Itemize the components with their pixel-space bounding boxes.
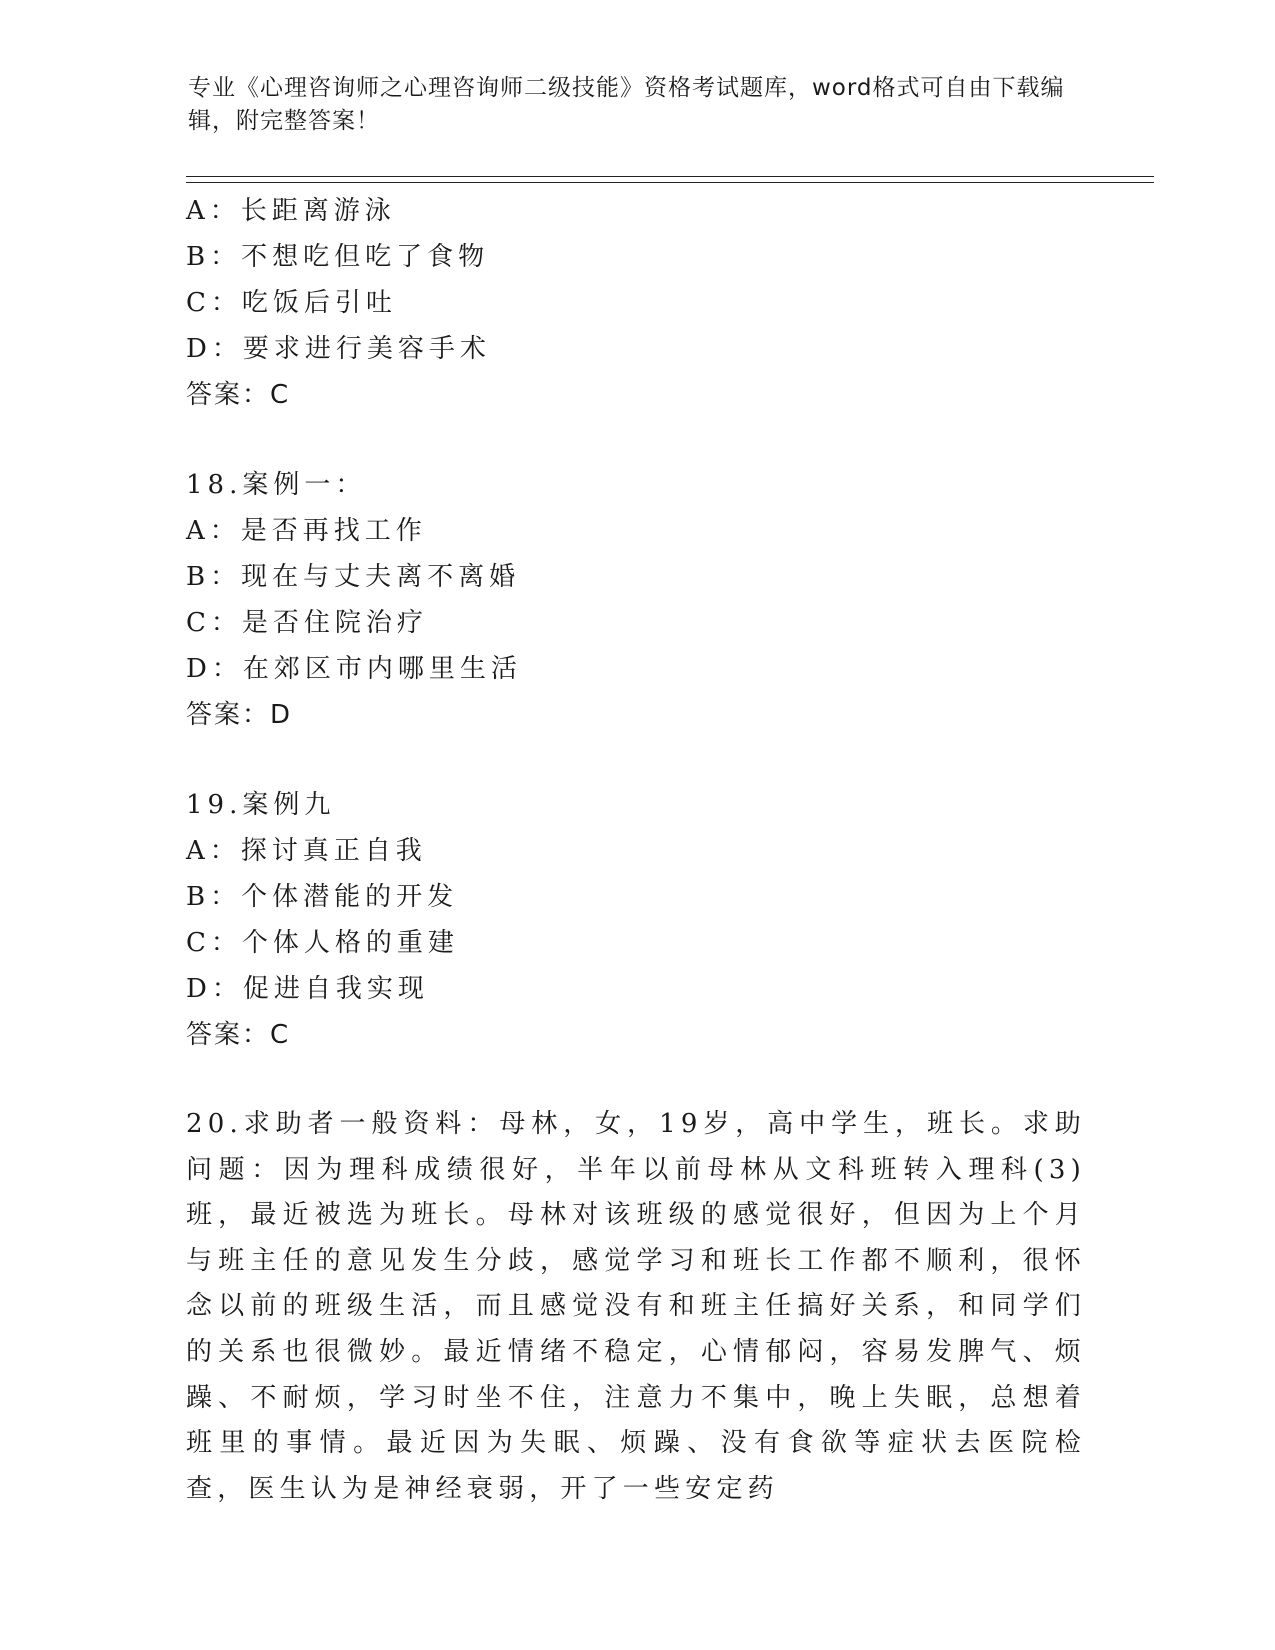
option-d: D：要求进行美容手术	[186, 334, 491, 364]
page-header: 专业《心理咨询师之心理咨询师二级技能》资格考试题库，word格式可自由下载编辑，附完整答案！	[188, 75, 1065, 134]
option-d: D：促进自我实现	[186, 974, 429, 1004]
question-stem: 18.案例一：	[186, 470, 367, 500]
option-a: A：探讨真正自我	[186, 836, 427, 866]
answer-line: 答案：D	[186, 700, 293, 730]
block-spacer	[186, 418, 1086, 462]
question-20-paragraph: 20.求助者一般资料：母林，女，19岁，高中学生，班长。求助问题：因为理科成绩很好，半年以前母林从文科班转入理科(3)班，最近被选为班长。母林对该班级的感觉很好，但因为上个月与班主任的意见发生分歧，感觉学习和班长工作都不顺利，很怀念以前的班级生活，而且感觉没有和班主任搞好关系，和同学们的关系也很微妙。最近情绪不稳定，心情郁闷，容易发脾气、烦躁、不耐烦，学习时坐不住，注意力不集中，晚上失眠，总想着班里的事情。最近因为失眠、烦躁、没有食欲等症状去医院检查，医生认为是神经衰弱，开了一些安定药	[186, 1109, 1086, 1504]
question-block-17	[186, 188, 1086, 418]
block-spacer	[186, 1058, 1086, 1102]
option-b: B：不想吃但吃了食物	[186, 242, 490, 272]
option-c: C：吃饭后引吐	[186, 288, 397, 318]
question-content	[186, 188, 1086, 1512]
option-d: D：在郊区市内哪里生活	[186, 654, 522, 684]
question-block-18	[186, 462, 1086, 738]
option-c: C：是否住院治疗	[186, 608, 428, 638]
option-b: B：现在与丈夫离不离婚	[186, 562, 521, 592]
answer-line: 答案：C	[186, 1020, 291, 1050]
option-a: A：长距离游泳	[186, 196, 396, 226]
header-rule-top	[186, 176, 1154, 177]
option-c: C：个体人格的重建	[186, 928, 459, 958]
header-rule-bottom	[186, 182, 1154, 183]
answer-line: 答案：C	[186, 380, 291, 410]
question-block-19	[186, 782, 1086, 1058]
block-spacer	[186, 738, 1086, 782]
option-b: B：个体潜能的开发	[186, 882, 459, 912]
option-a: A：是否再找工作	[186, 516, 427, 546]
question-stem: 19.案例九	[186, 790, 336, 820]
